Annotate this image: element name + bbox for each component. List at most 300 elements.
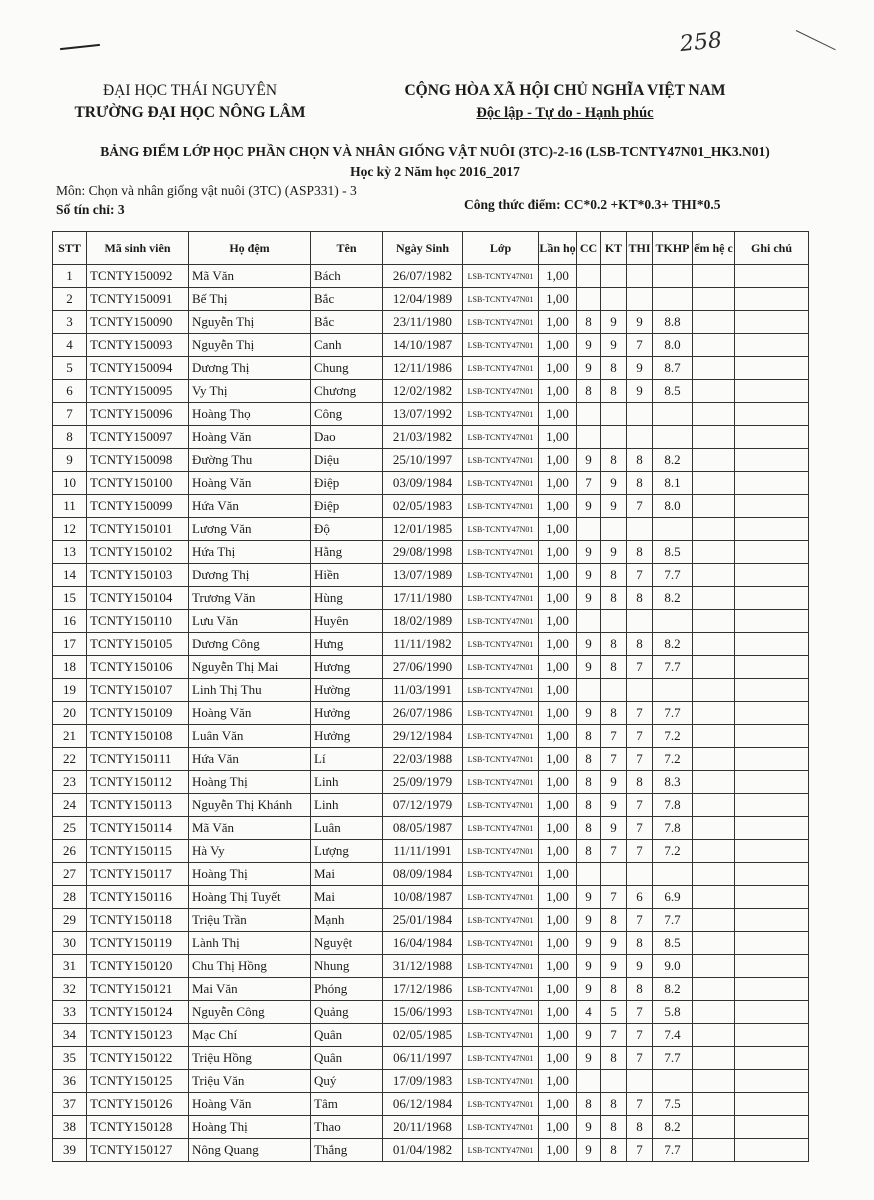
cell-lop: LSB-TCNTY47N01 <box>463 1001 539 1024</box>
cell-cc: 8 <box>577 794 601 817</box>
cell-thi: 8 <box>627 587 653 610</box>
cell-ten: Độ <box>311 518 383 541</box>
cell-tkhp: 7.7 <box>653 1047 693 1070</box>
country-name: CỘNG HÒA XÃ HỘI CHỦ NGHĨA VIỆT NAM <box>404 82 726 99</box>
cell-lan-hoc: 1,00 <box>539 265 577 288</box>
cell-stt: 5 <box>53 357 87 380</box>
cell-ten: Quân <box>311 1047 383 1070</box>
cell-stt: 17 <box>53 633 87 656</box>
cell-ten: Quân <box>311 1024 383 1047</box>
cell-lop: LSB-TCNTY47N01 <box>463 932 539 955</box>
cell-ma-sinh-vien: TCNTY150124 <box>87 1001 189 1024</box>
grade-formula: Công thức điểm: CC*0.2 +KT*0.3+ THI*0.5 <box>464 197 721 212</box>
pen-dash-mark <box>60 44 100 50</box>
cell-ho-dem: Hoàng Văn <box>189 472 311 495</box>
cell-stt: 33 <box>53 1001 87 1024</box>
cell-cc: 9 <box>577 1047 601 1070</box>
cell-stt: 28 <box>53 886 87 909</box>
cell-stt: 4 <box>53 334 87 357</box>
cell-ngay-sinh: 02/05/1985 <box>383 1024 463 1047</box>
cell-kt <box>601 679 627 702</box>
cell-ghi-chu <box>735 863 809 886</box>
cell-lan-hoc: 1,00 <box>539 909 577 932</box>
cell-thi: 7 <box>627 702 653 725</box>
cell-ho-dem: Hoàng Văn <box>189 702 311 725</box>
cell-cc <box>577 679 601 702</box>
cell-ghi-chu <box>735 886 809 909</box>
cell-cc <box>577 863 601 886</box>
cell-ten: Hưởng <box>311 725 383 748</box>
cell-kt: 9 <box>601 794 627 817</box>
cell-ho-dem: Dương Thị <box>189 564 311 587</box>
cell-cc: 8 <box>577 748 601 771</box>
cell-kt: 8 <box>601 909 627 932</box>
cell-ngay-sinh: 12/01/1985 <box>383 518 463 541</box>
cell-ngay-sinh: 12/04/1989 <box>383 288 463 311</box>
cell-ghi-chu <box>735 1116 809 1139</box>
cell-thi: 7 <box>627 1093 653 1116</box>
cell-diem-he-chu <box>693 288 735 311</box>
cell-ma-sinh-vien: TCNTY150099 <box>87 495 189 518</box>
cell-cc: 9 <box>577 955 601 978</box>
cell-lan-hoc: 1,00 <box>539 978 577 1001</box>
cell-diem-he-chu <box>693 403 735 426</box>
table-row <box>53 495 809 518</box>
col-header-ten: Tên <box>311 232 383 265</box>
table-row <box>53 1070 809 1093</box>
cell-lan-hoc: 1,00 <box>539 541 577 564</box>
cell-ho-dem: Nguyễn Công <box>189 1001 311 1024</box>
cell-lan-hoc: 1,00 <box>539 863 577 886</box>
cell-ngay-sinh: 02/05/1983 <box>383 495 463 518</box>
cell-cc: 8 <box>577 840 601 863</box>
cell-tkhp: 7.7 <box>653 909 693 932</box>
cell-diem-he-chu <box>693 771 735 794</box>
cell-kt: 9 <box>601 495 627 518</box>
table-row <box>53 794 809 817</box>
cell-ghi-chu <box>735 380 809 403</box>
cell-thi: 7 <box>627 1139 653 1162</box>
title-line: BẢNG ĐIỂM LỚP HỌC PHẦN CHỌN VÀ NHÂN GIỐNG VẬT NUÔI (3TC)-2-16 (LSB-TCNTY47N01_HK3.N01) <box>100 144 770 159</box>
cell-lan-hoc: 1,00 <box>539 748 577 771</box>
cell-kt: 7 <box>601 725 627 748</box>
cell-ghi-chu <box>735 495 809 518</box>
cell-ho-dem: Dương Thị <box>189 357 311 380</box>
cell-lop: LSB-TCNTY47N01 <box>463 702 539 725</box>
cell-thi: 8 <box>627 633 653 656</box>
cell-ma-sinh-vien: TCNTY150115 <box>87 840 189 863</box>
cell-thi: 7 <box>627 840 653 863</box>
cell-tkhp: 7.2 <box>653 840 693 863</box>
cell-stt: 35 <box>53 1047 87 1070</box>
cell-diem-he-chu <box>693 334 735 357</box>
cell-stt: 24 <box>53 794 87 817</box>
cell-ngay-sinh: 06/12/1984 <box>383 1093 463 1116</box>
cell-ghi-chu <box>735 978 809 1001</box>
cell-tkhp <box>653 1070 693 1093</box>
cell-ghi-chu <box>735 771 809 794</box>
cell-ten: Điệp <box>311 472 383 495</box>
cell-ten: Công <box>311 403 383 426</box>
cell-diem-he-chu <box>693 1047 735 1070</box>
cell-lop: LSB-TCNTY47N01 <box>463 311 539 334</box>
cell-cc: 4 <box>577 1001 601 1024</box>
cell-ho-dem: Luân Văn <box>189 725 311 748</box>
table-row <box>53 403 809 426</box>
cell-ngay-sinh: 10/08/1987 <box>383 886 463 909</box>
cell-ngay-sinh: 25/01/1984 <box>383 909 463 932</box>
table-row <box>53 1047 809 1070</box>
cell-ngay-sinh: 14/10/1987 <box>383 334 463 357</box>
cell-ho-dem: Hoàng Văn <box>189 1093 311 1116</box>
cell-thi <box>627 863 653 886</box>
cell-ten: Nhung <box>311 955 383 978</box>
table-row <box>53 886 809 909</box>
cell-lop: LSB-TCNTY47N01 <box>463 334 539 357</box>
cell-ten: Linh <box>311 771 383 794</box>
table-row <box>53 472 809 495</box>
cell-tkhp <box>653 403 693 426</box>
cell-kt <box>601 1070 627 1093</box>
cell-ho-dem: Hoàng Thị <box>189 863 311 886</box>
cell-kt <box>601 610 627 633</box>
cell-thi: 8 <box>627 932 653 955</box>
cell-thi: 8 <box>627 771 653 794</box>
col-header-tkhp: TKHP <box>653 232 693 265</box>
cell-lan-hoc: 1,00 <box>539 311 577 334</box>
cell-tkhp: 9.0 <box>653 955 693 978</box>
cell-diem-he-chu <box>693 1001 735 1024</box>
cell-ten: Diệu <box>311 449 383 472</box>
cell-tkhp <box>653 863 693 886</box>
cell-diem-he-chu <box>693 978 735 1001</box>
cell-stt: 19 <box>53 679 87 702</box>
handwritten-page-number: 258 <box>678 27 724 58</box>
cell-thi: 9 <box>627 311 653 334</box>
cell-tkhp: 8.2 <box>653 978 693 1001</box>
cell-ghi-chu <box>735 426 809 449</box>
cell-diem-he-chu <box>693 426 735 449</box>
cell-ma-sinh-vien: TCNTY150103 <box>87 564 189 587</box>
cell-tkhp: 7.4 <box>653 1024 693 1047</box>
cell-ghi-chu <box>735 564 809 587</box>
cell-tkhp: 7.7 <box>653 656 693 679</box>
cell-kt: 8 <box>601 587 627 610</box>
cell-stt: 20 <box>53 702 87 725</box>
cell-thi: 7 <box>627 334 653 357</box>
cell-ma-sinh-vien: TCNTY150125 <box>87 1070 189 1093</box>
cell-tkhp: 8.2 <box>653 449 693 472</box>
cell-ho-dem: Hà Vy <box>189 840 311 863</box>
cell-ten: Hương <box>311 656 383 679</box>
cell-lop: LSB-TCNTY47N01 <box>463 288 539 311</box>
cell-tkhp <box>653 679 693 702</box>
cell-diem-he-chu <box>693 311 735 334</box>
cell-lop: LSB-TCNTY47N01 <box>463 1024 539 1047</box>
cell-ngay-sinh: 18/02/1989 <box>383 610 463 633</box>
cell-ngay-sinh: 22/03/1988 <box>383 748 463 771</box>
cell-ghi-chu <box>735 817 809 840</box>
cell-cc: 8 <box>577 1093 601 1116</box>
cell-ho-dem: Lưu Văn <box>189 610 311 633</box>
cell-ma-sinh-vien: TCNTY150120 <box>87 955 189 978</box>
table-row <box>53 702 809 725</box>
cell-lan-hoc: 1,00 <box>539 1047 577 1070</box>
cell-ghi-chu <box>735 334 809 357</box>
cell-thi: 9 <box>627 955 653 978</box>
cell-kt <box>601 426 627 449</box>
cell-tkhp: 8.3 <box>653 771 693 794</box>
cell-ma-sinh-vien: TCNTY150098 <box>87 449 189 472</box>
cell-ngay-sinh: 01/04/1982 <box>383 1139 463 1162</box>
cell-lop: LSB-TCNTY47N01 <box>463 748 539 771</box>
cell-stt: 39 <box>53 1139 87 1162</box>
cell-ghi-chu <box>735 1047 809 1070</box>
cell-ngay-sinh: 08/09/1984 <box>383 863 463 886</box>
cell-lop: LSB-TCNTY47N01 <box>463 794 539 817</box>
cell-ghi-chu <box>735 840 809 863</box>
cell-cc: 8 <box>577 771 601 794</box>
table-row <box>53 380 809 403</box>
cell-thi <box>627 265 653 288</box>
cell-diem-he-chu <box>693 748 735 771</box>
cell-ghi-chu <box>735 518 809 541</box>
table-row <box>53 656 809 679</box>
cell-kt: 8 <box>601 1116 627 1139</box>
cell-ngay-sinh: 06/11/1997 <box>383 1047 463 1070</box>
cell-ma-sinh-vien: TCNTY150106 <box>87 656 189 679</box>
cell-thi: 7 <box>627 794 653 817</box>
cell-ten: Quý <box>311 1070 383 1093</box>
cell-lan-hoc: 1,00 <box>539 472 577 495</box>
cell-ten: Bách <box>311 265 383 288</box>
col-header-diem-he-chu: ểm hệ c <box>693 232 735 265</box>
cell-kt: 7 <box>601 748 627 771</box>
national-header <box>370 80 760 124</box>
cell-diem-he-chu <box>693 656 735 679</box>
cell-thi: 9 <box>627 357 653 380</box>
cell-stt: 37 <box>53 1093 87 1116</box>
cell-lan-hoc: 1,00 <box>539 794 577 817</box>
cell-ghi-chu <box>735 748 809 771</box>
cell-ghi-chu <box>735 1070 809 1093</box>
cell-ngay-sinh: 20/11/1968 <box>383 1116 463 1139</box>
cell-cc <box>577 518 601 541</box>
cell-thi <box>627 403 653 426</box>
cell-ma-sinh-vien: TCNTY150096 <box>87 403 189 426</box>
cell-lan-hoc: 1,00 <box>539 1093 577 1116</box>
table-row <box>53 863 809 886</box>
cell-stt: 15 <box>53 587 87 610</box>
cell-stt: 2 <box>53 288 87 311</box>
table-row <box>53 633 809 656</box>
cell-stt: 9 <box>53 449 87 472</box>
col-header-thi: THI <box>627 232 653 265</box>
cell-ngay-sinh: 25/10/1997 <box>383 449 463 472</box>
cell-lop: LSB-TCNTY47N01 <box>463 1047 539 1070</box>
cell-lop: LSB-TCNTY47N01 <box>463 955 539 978</box>
cell-lop: LSB-TCNTY47N01 <box>463 679 539 702</box>
table-row <box>53 1093 809 1116</box>
cell-ma-sinh-vien: TCNTY150101 <box>87 518 189 541</box>
cell-ho-dem: Hoàng Thị <box>189 771 311 794</box>
cell-diem-he-chu <box>693 518 735 541</box>
table-row <box>53 840 809 863</box>
cell-ho-dem: Hứa Văn <box>189 495 311 518</box>
cell-tkhp: 5.8 <box>653 1001 693 1024</box>
cell-ho-dem: Nông Quang <box>189 1139 311 1162</box>
cell-stt: 31 <box>53 955 87 978</box>
cell-tkhp: 8.2 <box>653 587 693 610</box>
cell-ma-sinh-vien: TCNTY150104 <box>87 587 189 610</box>
cell-lop: LSB-TCNTY47N01 <box>463 725 539 748</box>
cell-ngay-sinh: 15/06/1993 <box>383 1001 463 1024</box>
cell-ngay-sinh: 23/11/1980 <box>383 311 463 334</box>
cell-diem-he-chu <box>693 1070 735 1093</box>
cell-stt: 13 <box>53 541 87 564</box>
university-name: ĐẠI HỌC THÁI NGUYÊN <box>102 82 278 99</box>
cell-ngay-sinh: 31/12/1988 <box>383 955 463 978</box>
cell-cc: 9 <box>577 932 601 955</box>
cell-cc: 9 <box>577 564 601 587</box>
cell-ghi-chu <box>735 1001 809 1024</box>
table-row <box>53 725 809 748</box>
cell-ghi-chu <box>735 311 809 334</box>
cell-ten: Mai <box>311 863 383 886</box>
cell-ma-sinh-vien: TCNTY150114 <box>87 817 189 840</box>
cell-lop: LSB-TCNTY47N01 <box>463 564 539 587</box>
cell-lop: LSB-TCNTY47N01 <box>463 909 539 932</box>
cell-ma-sinh-vien: TCNTY150122 <box>87 1047 189 1070</box>
cell-ghi-chu <box>735 288 809 311</box>
cell-diem-he-chu <box>693 1116 735 1139</box>
cell-lan-hoc: 1,00 <box>539 886 577 909</box>
cell-thi <box>627 610 653 633</box>
cell-stt: 7 <box>53 403 87 426</box>
cell-ten: Tâm <box>311 1093 383 1116</box>
cell-ho-dem: Hứa Thị <box>189 541 311 564</box>
table-row <box>53 679 809 702</box>
cell-ma-sinh-vien: TCNTY150110 <box>87 610 189 633</box>
cell-lan-hoc: 1,00 <box>539 334 577 357</box>
cell-tkhp: 7.8 <box>653 794 693 817</box>
cell-diem-he-chu <box>693 863 735 886</box>
cell-kt: 7 <box>601 886 627 909</box>
cell-kt: 8 <box>601 449 627 472</box>
table-row <box>53 1024 809 1047</box>
cell-thi: 7 <box>627 1047 653 1070</box>
cell-cc <box>577 265 601 288</box>
cell-thi <box>627 426 653 449</box>
cell-lop: LSB-TCNTY47N01 <box>463 817 539 840</box>
cell-lan-hoc: 1,00 <box>539 633 577 656</box>
cell-kt: 9 <box>601 472 627 495</box>
subject-line: Môn: Chọn và nhân giống vật nuôi (3TC) (ASP331) - 3 <box>56 183 357 198</box>
cell-kt: 9 <box>601 334 627 357</box>
cell-lan-hoc: 1,00 <box>539 656 577 679</box>
cell-ho-dem: Nguyễn Thị <box>189 334 311 357</box>
cell-ghi-chu <box>735 679 809 702</box>
cell-ho-dem: Đường Thu <box>189 449 311 472</box>
cell-ghi-chu <box>735 472 809 495</box>
cell-stt: 27 <box>53 863 87 886</box>
col-header-lop: Lớp <box>463 232 539 265</box>
cell-tkhp: 8.5 <box>653 380 693 403</box>
cell-ghi-chu <box>735 1024 809 1047</box>
cell-lop: LSB-TCNTY47N01 <box>463 863 539 886</box>
cell-thi: 8 <box>627 978 653 1001</box>
cell-cc: 9 <box>577 1139 601 1162</box>
cell-kt: 8 <box>601 1093 627 1116</box>
cell-ngay-sinh: 29/08/1998 <box>383 541 463 564</box>
cell-lop: LSB-TCNTY47N01 <box>463 265 539 288</box>
cell-cc: 9 <box>577 587 601 610</box>
cell-lan-hoc: 1,00 <box>539 817 577 840</box>
cell-cc <box>577 610 601 633</box>
cell-ghi-chu <box>735 587 809 610</box>
cell-lan-hoc: 1,00 <box>539 380 577 403</box>
cell-thi: 7 <box>627 817 653 840</box>
cell-ma-sinh-vien: TCNTY150112 <box>87 771 189 794</box>
cell-ngay-sinh: 11/11/1991 <box>383 840 463 863</box>
table-row <box>53 817 809 840</box>
cell-ten: Linh <box>311 794 383 817</box>
table-row <box>53 1001 809 1024</box>
cell-tkhp: 8.5 <box>653 541 693 564</box>
cell-thi: 7 <box>627 656 653 679</box>
cell-diem-he-chu <box>693 357 735 380</box>
cell-ten: Bắc <box>311 288 383 311</box>
cell-lan-hoc: 1,00 <box>539 1001 577 1024</box>
cell-ten: Hiền <box>311 564 383 587</box>
cell-ten: Lượng <box>311 840 383 863</box>
cell-ho-dem: Lành Thị <box>189 932 311 955</box>
cell-ghi-chu <box>735 633 809 656</box>
cell-lan-hoc: 1,00 <box>539 495 577 518</box>
cell-thi: 7 <box>627 748 653 771</box>
cell-kt: 8 <box>601 1139 627 1162</box>
cell-lop: LSB-TCNTY47N01 <box>463 1139 539 1162</box>
corner-pen-line <box>796 30 836 50</box>
table-body <box>53 265 809 1162</box>
cell-kt: 8 <box>601 380 627 403</box>
cell-ho-dem: Trương Văn <box>189 587 311 610</box>
cell-ma-sinh-vien: TCNTY150117 <box>87 863 189 886</box>
cell-ngay-sinh: 25/09/1979 <box>383 771 463 794</box>
cell-lan-hoc: 1,00 <box>539 610 577 633</box>
cell-ho-dem: Linh Thị Thu <box>189 679 311 702</box>
cell-cc: 9 <box>577 702 601 725</box>
cell-ngay-sinh: 13/07/1992 <box>383 403 463 426</box>
cell-ten: Huyên <box>311 610 383 633</box>
cell-thi <box>627 288 653 311</box>
cell-ten: Phóng <box>311 978 383 1001</box>
cell-lop: LSB-TCNTY47N01 <box>463 656 539 679</box>
cell-thi: 8 <box>627 541 653 564</box>
cell-ma-sinh-vien: TCNTY150123 <box>87 1024 189 1047</box>
cell-ho-dem: Bế Thị <box>189 288 311 311</box>
cell-cc: 9 <box>577 978 601 1001</box>
cell-tkhp <box>653 288 693 311</box>
cell-cc: 8 <box>577 311 601 334</box>
cell-lop: LSB-TCNTY47N01 <box>463 771 539 794</box>
cell-ten: Hường <box>311 679 383 702</box>
cell-tkhp: 8.2 <box>653 633 693 656</box>
cell-ghi-chu <box>735 1093 809 1116</box>
cell-stt: 25 <box>53 817 87 840</box>
cell-ho-dem: Nguyễn Thị <box>189 311 311 334</box>
cell-cc: 9 <box>577 334 601 357</box>
